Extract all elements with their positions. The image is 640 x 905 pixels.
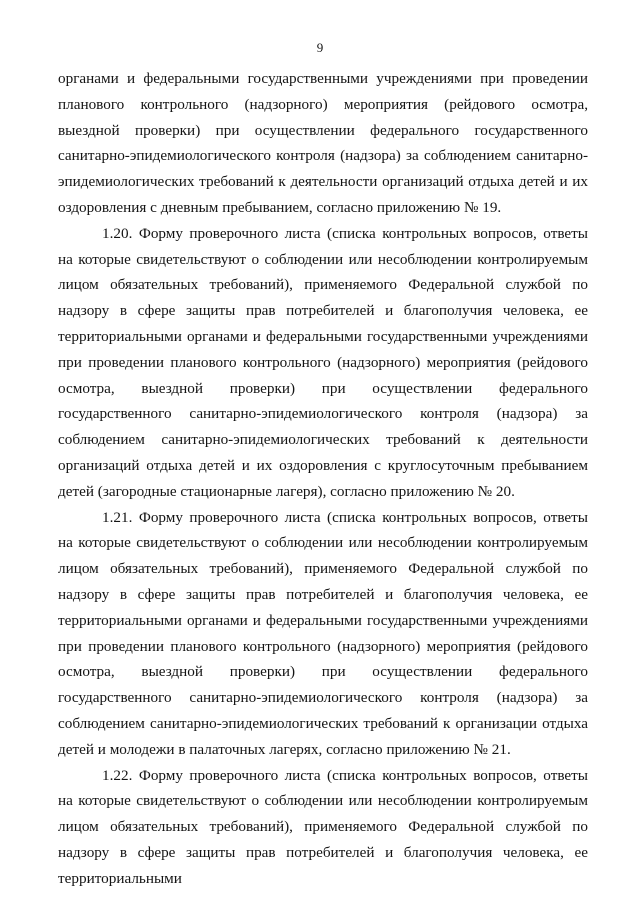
paragraph-item-1-22: 1.22. Форму проверочного листа (списка контрольных вопросов, ответы на которые свидетельствуют о соблюдении или несоблюдении контролируемым лицом обязательных требований), применяемого Федеральной службой по надзору в сфере защиты прав потребителей и благополучия человека, ее территориальными: [58, 766, 588, 887]
paragraph-continuation: органами и федеральными государственными учреждениями при проведении планового контрольного (надзорного) мероприятия (рейдового осмотра, выездной проверки) при осуществлении федерального государственного санитарно-эпидемиологического контроля (надзора) за соблюдением санитарно-эпидемиологических требований к деятельности организаций отдыха детей и их оздоровления с дневным пребыванием, согласно приложению № 19.: [58, 70, 588, 216]
paragraph-item-1-20: 1.20. Форму проверочного листа (списка контрольных вопросов, ответы на которые свидетельствуют о соблюдении или несоблюдении контролируемым лицом обязательных требований), применяемого Федеральной службой по надзору в сфере защиты прав потребителей и благополучия человека, ее территориальными органами и федеральными государственными учреждениями при проведении планового контрольного (надзорного) мероприятия (рейдового осмотра, выездной проверки) при осуществлении федерального государственного санитарно-эпидемиологического контроля (надзора) за соблюдением санитарно-эпидемиологических требований к деятельности организаций отдыха детей и их оздоровления с круглосуточным пребыванием детей (загородные стационарные лагеря), согласно приложению № 20.: [58, 224, 588, 500]
paragraph-item-1-21: 1.21. Форму проверочного листа (списка контрольных вопросов, ответы на которые свидетельствуют о соблюдении или несоблюдении контролируемым лицом обязательных требований), применяемого Федеральной службой по надзору в сфере защиты прав потребителей и благополучия человека, ее территориальными органами и федеральными государственными учреждениями при проведении планового контрольного (надзорного) мероприятия (рейдового осмотра, выездной проверки) при осуществлении федерального государственного санитарно-эпидемиологического контроля (надзора) за соблюдением санитарно-эпидемиологических требований к организации отдыха детей и молодежи в палаточных лагерях, согласно приложению № 21.: [58, 508, 588, 758]
page-number: 9: [316, 40, 324, 55]
document-body: [58, 66, 588, 892]
